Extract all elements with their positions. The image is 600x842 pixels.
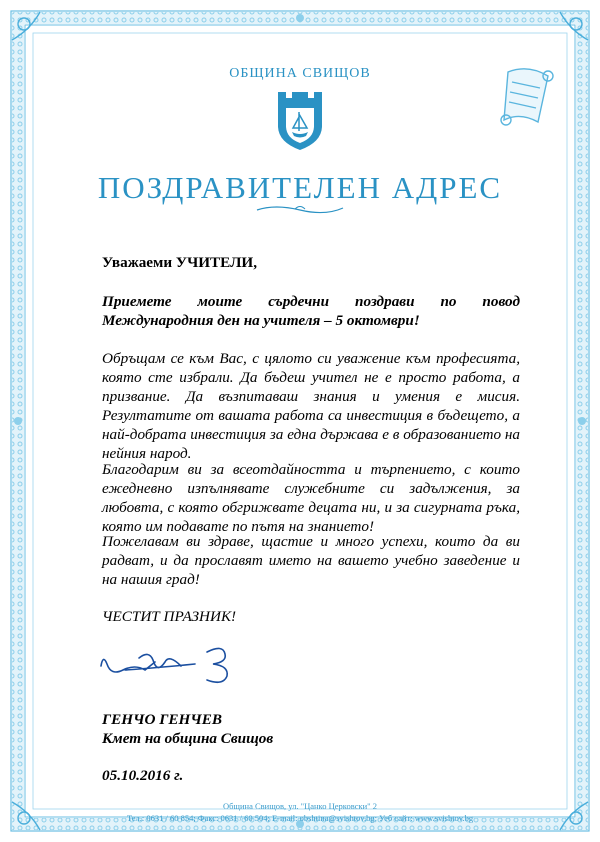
footer-address: Община Свищов, ул. "Цанко Церковски" 2 <box>222 801 378 811</box>
municipal-coat-of-arms-icon <box>274 90 326 152</box>
holiday-wish: ЧЕСТИТ ПРАЗНИК! <box>102 608 237 625</box>
letter-date: 05.10.2016 г. <box>102 767 184 784</box>
organization-name: ОБЩИНА СВИЩОВ <box>229 66 371 81</box>
letter-paragraph-1: Обръщам се към Вас, с цялото си уважение към професията, която сте избрали. Да бъдеш учител не е просто работа, а призвание. Да възпитаваш знания и умения е мисия. Резултатите от вашата работа са инвестиция в бъдещето, а най-добрата инвестиция за една държава е в образованието на нейния народ. <box>102 350 520 462</box>
flourish-ornament-icon <box>255 202 345 216</box>
handwritten-signature <box>95 640 245 690</box>
signer-role: Кмет на община Свищов <box>102 730 274 747</box>
letter-intro: Приемете моите сърдечни поздрави по повод Международния ден на учителя – 5 октомври! <box>102 293 520 329</box>
document-title: ПОЗДРАВИТЕЛЕН АДРЕС <box>97 170 503 205</box>
signer-name: ГЕНЧО ГЕНЧЕВ <box>102 711 222 728</box>
letter-greeting: Уважаеми УЧИТЕЛИ, <box>102 254 258 271</box>
letter-paragraph-3: Пожелавам ви здраве, щастие и много успехи, които да ви радват, и да прославят името на вашето учебно заведение и на нашия град! <box>102 533 520 588</box>
scroll-icon <box>498 62 556 132</box>
footer-contacts: Тел.: 0631 / 60 854; Факс: 0631 / 60 504; E-mail: obshtina@svishtov.bg; Уеб сайт: www.svishtov.bg <box>126 813 474 823</box>
letter-paragraph-2: Благодарим ви за всеотдайността и търпението, с които ежедневно изпълнявате служебните си задължения, за любовта, с която обгрижвате децата ни, и за сигурната ръка, която им подавате по пътя на знанието! <box>102 461 520 535</box>
